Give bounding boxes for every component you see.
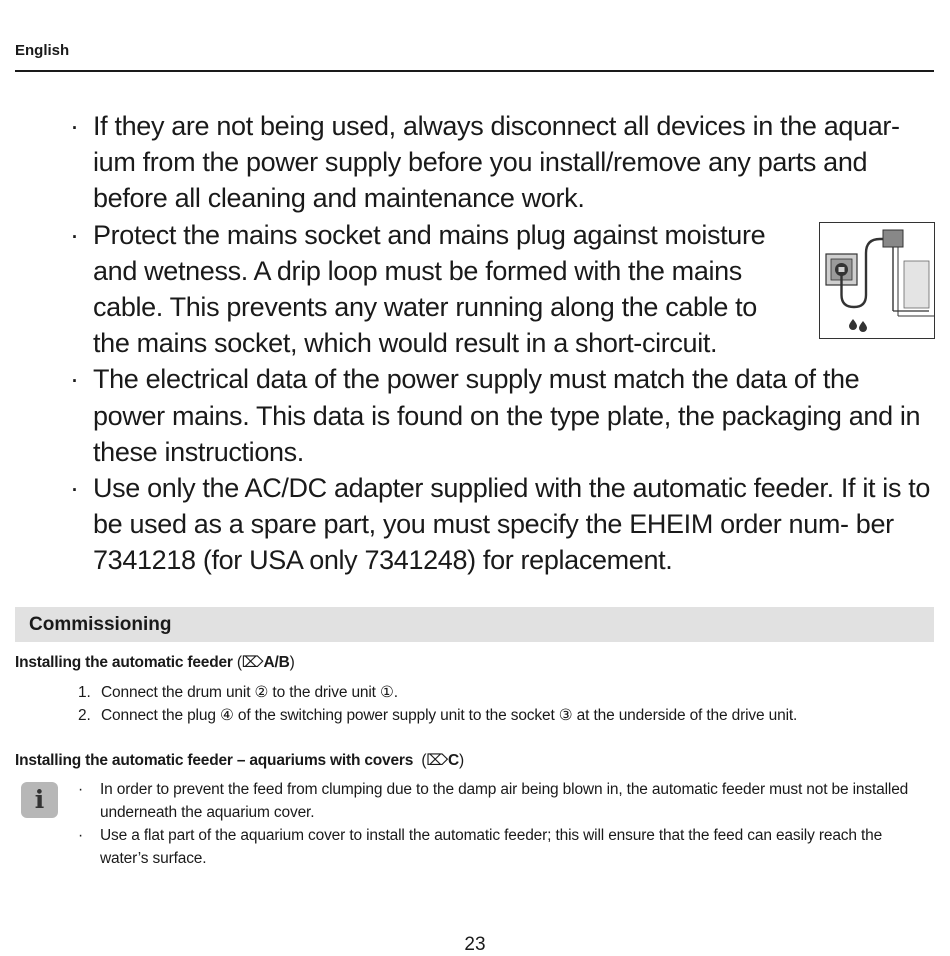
safety-bullet-text: Protect the mains socket and mains plug against moisture and wetness. A drip loop must be formed with the mains cable. This prevents any water running along the cable to the mains socket, which would result in a short-circuit. — [93, 219, 766, 359]
header-rule — [15, 70, 934, 72]
safety-bullet — [70, 108, 935, 217]
info-icon: i — [21, 782, 58, 818]
figure-reference: (⌦A/B) — [236, 654, 295, 671]
covers-heading-text: Installing the automatic feeder – aquariums with covers — [15, 752, 414, 769]
section-header — [15, 607, 934, 642]
safety-bullet-list — [70, 108, 935, 579]
list-item — [78, 824, 928, 870]
list-item — [78, 681, 797, 704]
page-number: 23 — [464, 934, 486, 955]
water-drop-icon — [849, 319, 857, 330]
install-heading-text: Installing the automatic feeder — [15, 654, 233, 671]
note-text: Use a flat part of the aquarium cover to install the automatic feeder; this will ensure that the feed can easily reach the water’s surface. — [100, 827, 883, 867]
list-item — [78, 704, 797, 727]
bullet-dot: · — [78, 781, 84, 798]
section-title: Commissioning — [29, 614, 172, 635]
note-text: In order to prevent the feed from clumping due to the damp air being blown in, the automatic feeder must not be installed underneath the aquarium cover. — [100, 781, 909, 821]
bullet-dot: · — [70, 364, 79, 395]
install-heading — [15, 653, 295, 672]
step-number: 2. — [78, 707, 91, 724]
safety-bullet-text: The electrical data of the power supply must match the data of the power mains. This data is found on the type plate, the packaging and in these instructions. — [93, 364, 921, 467]
bullet-dot: · — [70, 473, 79, 504]
water-drop-icon — [859, 321, 867, 332]
bullet-dot: · — [78, 827, 84, 844]
covers-notes — [78, 778, 928, 870]
bullet-dot: · — [70, 219, 79, 250]
safety-bullet — [70, 470, 935, 579]
drip-loop-illustration — [819, 222, 935, 339]
bullet-dot: · — [70, 111, 79, 141]
step-text: Connect the drum unit ② to the drive unit ①. — [101, 684, 398, 701]
safety-bullet-text: If they are not being used, always disconnect all devices in the aquar- ium from the power supply before you install/remove any parts and before all cleaning and maintenance work. — [93, 111, 900, 214]
step-text: Connect the plug ④ of the switching power supply unit to the socket ③ at the underside of the drive unit. — [101, 707, 798, 724]
language-label: English — [15, 42, 70, 59]
figure-reference: (⌦C) — [421, 752, 465, 769]
safety-bullet — [70, 217, 935, 362]
aquarium-icon — [904, 261, 929, 308]
safety-bullet-text: Use only the AC/DC adapter supplied with the automatic feeder. If it is to be used as a spare part, you must specify the EHEIM order num- ber 7341218 (for USA only 7341248) for replacement. — [93, 473, 931, 576]
adapter-icon — [883, 230, 903, 247]
step-number: 1. — [78, 684, 91, 701]
covers-heading — [15, 751, 464, 770]
install-steps — [78, 681, 797, 727]
safety-bullet — [70, 361, 935, 470]
drip-loop-drawing — [820, 223, 934, 338]
list-item — [78, 778, 928, 824]
